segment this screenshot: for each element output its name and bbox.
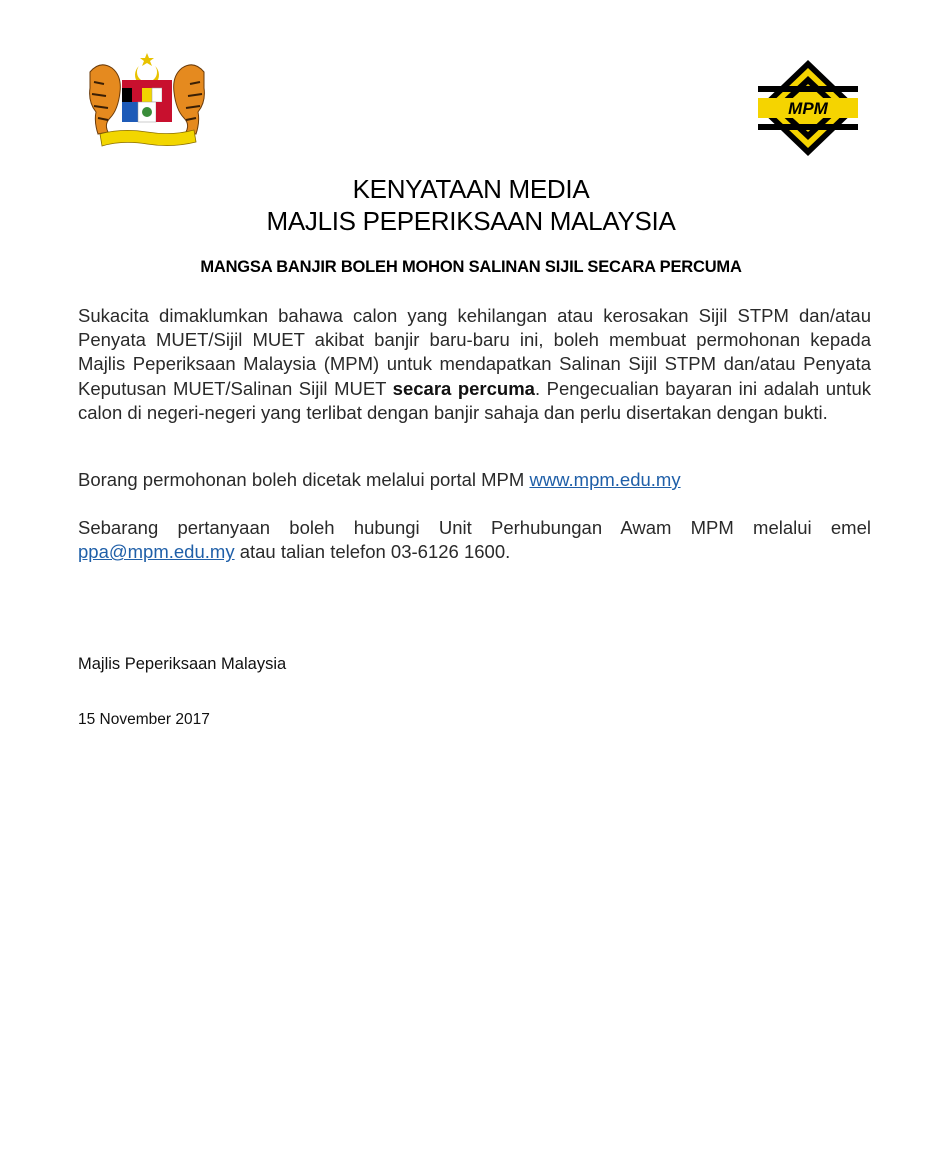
paragraph-announcement-text-2: . Pengecualian bayaran ini adalah untuk calon di negeri-negeri yang terlibat dengan banjir sahaja dan perlu disertakan dengan bukti. [78,377,871,423]
subtitle: MANGSA BANJIR BOLEH MOHON SALINAN SIJIL SECARA PERCUMA [200,258,742,276]
paragraph-contact [78,516,871,564]
paragraph-contact-phone: atau talian telefon 03-6126 1600. [234,541,511,563]
release-date: 15 November 2017 [78,711,210,728]
paragraph-announcement-text-1: Sukacita dimaklumkan bahawa calon yang kehilangan atau kerosakan Sijil STPM dan/atau Penyata MUET/Sijil MUET akibat banjir baru-baru ini, boleh membuat permohonan kepada Majlis Peperiksaan Malaysia (MPM) untuk mendapatkan Salinan Sijil STPM dan/atau Penyata Keputusan MUET/Salinan Sijil MUET [78,305,871,399]
mpm-logo-text: MPM [788,99,828,118]
paragraph-form [78,468,871,492]
title-line-2: MAJLIS PEPERIKSAAN MALAYSIA [266,206,676,236]
mpm-logo [756,58,860,158]
paragraph-contact-text: Sebarang pertanyaan boleh hubungi Unit Perhubungan Awam MPM melalui emel [78,517,871,538]
contact-email-link[interactable]: ppa@mpm.edu.my [78,541,235,563]
paragraph-form-text: Borang permohonan boleh dicetak melalui portal MPM [78,469,530,490]
free-of-charge-emphasis: secara percuma [392,377,535,399]
signoff-organization: Majlis Peperiksaan Malaysia [78,655,287,673]
malaysia-coat-of-arms-logo [82,52,212,148]
title-line-1: KENYATAAN MEDIA [352,174,590,204]
paragraph-announcement [78,304,871,425]
mpm-portal-link[interactable]: www.mpm.edu.my [529,469,681,490]
